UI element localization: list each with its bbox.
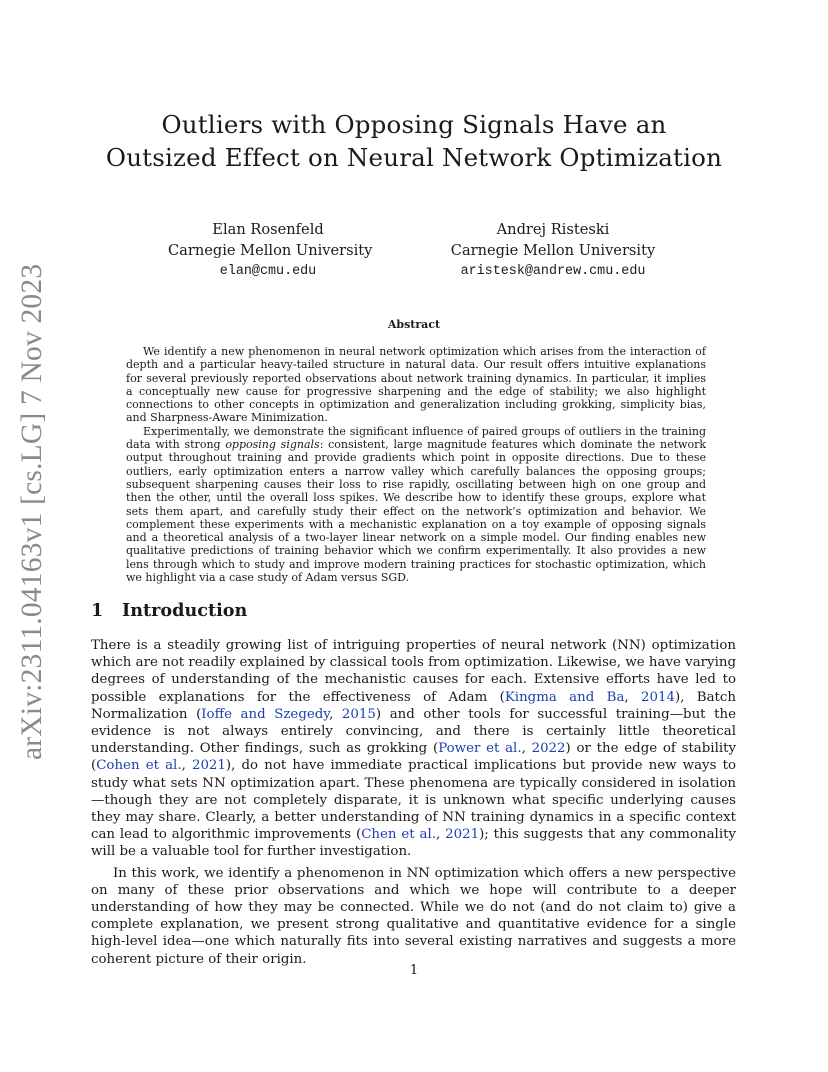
title-line-2: Outsized Effect on Neural Network Optimization — [105, 143, 723, 172]
citation-link[interactable]: Kingma and Ba — [504, 689, 625, 705]
abstract-paragraph-1: We identify a new phenomenon in neural network optimization which arises from the interaction of depth and a particular heavy-tailed structure in natural data. Our result offers intuitive explanations for several previously reported observations about network training dynamics. In particular, it implies a conceptually new cause for progressive sharpening and the edge of stability; we also highlight connections to other concepts in optimization and generalization including grokking, simplicity bias, and Sharpness-Aware Minimization. — [126, 345, 706, 425]
section-heading — [91, 600, 247, 621]
citation-link[interactable]: Ioffe and Szegedy — [201, 706, 330, 722]
introduction-body — [91, 637, 736, 968]
body-text: ), Batch Normalization ( — [91, 689, 736, 722]
abstract-paragraph-2 — [126, 425, 706, 585]
citation-separator: , — [624, 689, 642, 705]
citation-link[interactable]: Chen et al. — [361, 827, 436, 843]
author-email[interactable]: aristesk@andrew.cmu.edu — [460, 264, 646, 279]
abstract-body — [126, 345, 706, 584]
citation-link[interactable]: Power et al. — [438, 741, 522, 757]
citation-year-link[interactable]: 2021 — [445, 827, 480, 843]
citation-separator: , — [329, 706, 342, 722]
title-line-1: Outliers with Opposing Signals Have an — [161, 110, 667, 139]
author-email[interactable]: elan@cmu.edu — [219, 264, 317, 279]
citation-separator: , — [181, 758, 192, 774]
paper-title — [90, 108, 738, 174]
author-affiliation: Carnegie Mellon University — [450, 242, 656, 259]
author-block-1 — [168, 219, 373, 283]
citation-link[interactable]: Cohen et al. — [96, 758, 182, 774]
body-text: ); this suggests that any commonality will be a valuable tool for further investigation. — [91, 827, 736, 860]
abstract-emphasis: opposing signals — [225, 438, 320, 452]
intro-paragraph-2: In this work, we identify a phenomenon in NN optimization which offers a new perspective on many of these prior observations and which we hope will contribute to a deeper understanding of how they may be connected. While we do not (and do not claim to) give a complete explanation, we present strong qualitative and quantitative evidence for a single high-level idea—one which naturally fits into several existing narratives and suggests a more coherent picture of their origin. — [91, 865, 736, 967]
author-name: Elan Rosenfeld — [212, 221, 324, 238]
abstract-text: Experimentally, we demonstrate the significant influence of paired groups of outliers in the training data with strong — [126, 424, 706, 452]
citation-separator: , — [435, 827, 446, 843]
body-text: ), do not have immediate practical implications but provide new ways to study what sets NN optimization apart. These phenomena are typically considered in isolation—though they are not completely disparate, it is unknown what specific underlying causes they may share. Clearly, a better understanding of NN training dynamics in a specific context can lead to algorithmic improvements ( — [91, 758, 736, 843]
author-affiliation: Carnegie Mellon University — [168, 242, 373, 259]
section-number: 1 — [91, 600, 104, 621]
body-text: ) and other tools for successful training—but the evidence is not always entirely convincing, and there is certainly little theoretical understanding. Other findings, such as grokking ( — [91, 706, 736, 757]
body-text: ) or the edge of stability ( — [91, 741, 737, 774]
citation-year-link[interactable]: 2015 — [341, 706, 376, 722]
citation-separator: , — [521, 741, 532, 757]
page-number: 1 — [409, 963, 419, 978]
citation-year-link[interactable]: 2014 — [641, 689, 675, 705]
body-text: There is a steadily growing list of intriguing properties of neural network (NN) optimization which are not readily explained by classical tools from optimization. Likewise, we have varying degrees of understanding of the mechanistic causes for each. Extensive efforts have led to possible explanations for the effectiveness of Adam ( — [91, 638, 736, 705]
arxiv-side-identifier: arXiv:2311.04163v1 [cs.LG] 7 Nov 2023 — [16, 263, 48, 760]
citation-year-link[interactable]: 2022 — [531, 741, 566, 757]
author-name: Andrej Risteski — [496, 221, 610, 238]
section-title: Introduction — [122, 600, 248, 621]
abstract-heading: Abstract — [387, 318, 441, 331]
intro-paragraph-1 — [91, 637, 736, 861]
abstract-text: : consistent, large magnitude features which dominate the network output throughout training and provide gradients which point in opposite directions. Due to these outliers, early optimization enters a narrow valley which carefully balances the opposing groups; subsequent sharpening causes their loss to rise rapidly, oscillating between high on one group and then the other, until the overall loss spikes. We describe how to identify these groups, explore what sets them apart, and carefully study their effect on the network’s optimization and behavior. We complement these experiments with a mechanistic explanation on a toy example of opposing signals and a theoretical analysis of a two-layer linear network on a simple model. Our finding enables new qualitative predictions of training behavior which we confirm experimentally. It also provides a new lens through which to study and improve modern training practices for stochastic optimization, which we highlight via a case study of Adam versus SGD. — [126, 438, 706, 585]
citation-year-link[interactable]: 2021 — [191, 758, 226, 774]
author-block-2 — [442, 219, 664, 283]
